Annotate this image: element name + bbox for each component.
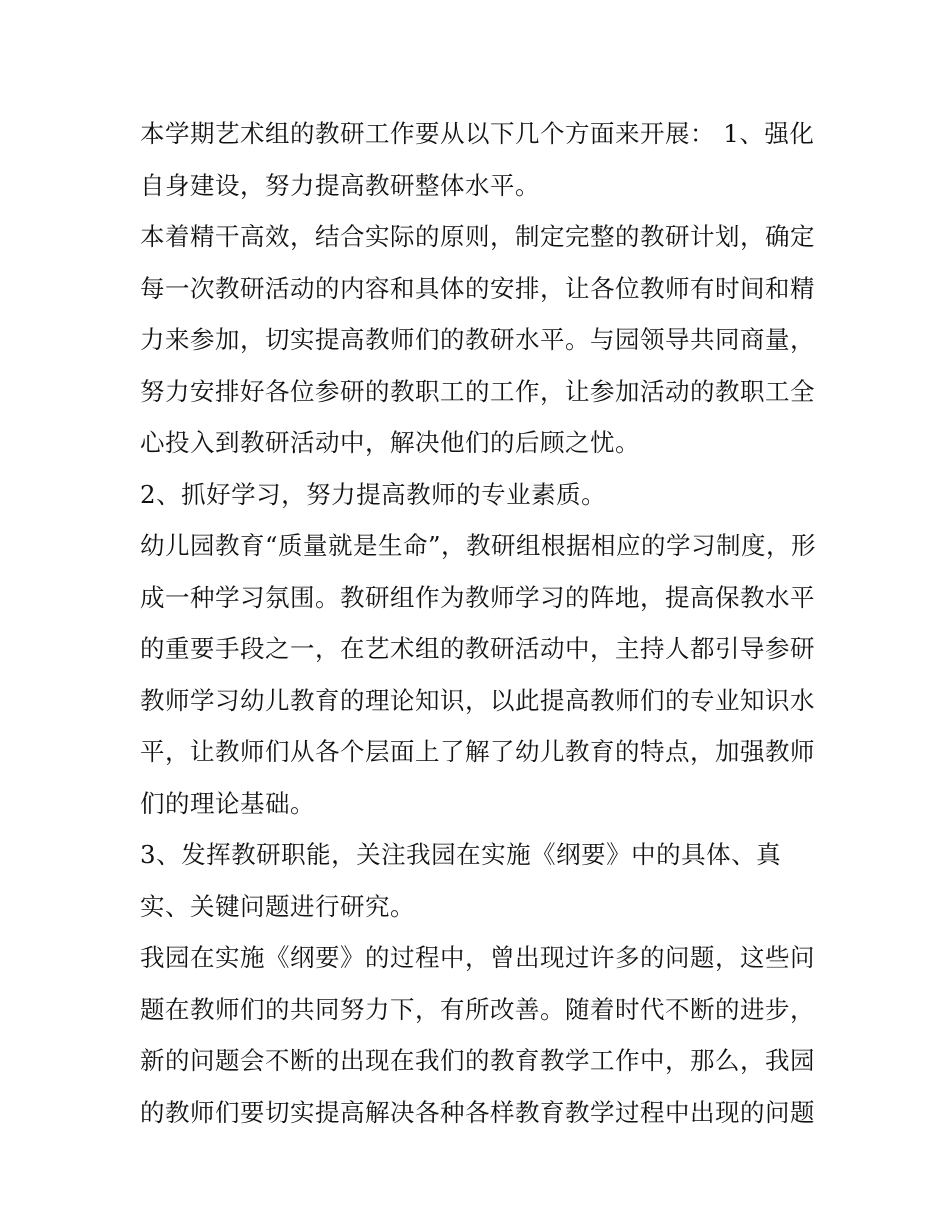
text-line: 成一种学习氛围。教研组作为教师学习的阵地，提高保教水平 — [140, 582, 815, 612]
text-line: 努力安排好各位参研的教职工的工作，让参加活动的教职工全 — [140, 376, 815, 406]
text-line: 我园在实施《纲要》的过程中，曾出现过许多的问题，这些问 — [140, 943, 815, 972]
document-body — [140, 108, 820, 1138]
text-line: 们的理论基础。 — [140, 788, 315, 818]
text-line: 教师学习幼儿教育的理论知识，以此提高教师们的专业知识水 — [140, 685, 815, 715]
text-line: 力来参加，切实提高教师们的教研水平。与园领导共同商量， — [140, 325, 815, 354]
text-line: 新的问题会不断的出现在我们的教育教学工作中，那么，我园 — [140, 1046, 815, 1075]
text-line: 幼儿园教育“质量就是生命”，教研组根据相应的学习制度，形 — [140, 531, 817, 560]
text-line: 2、抓好学习，努力提高教师的专业素质。 — [140, 479, 607, 509]
text-line: 本学期艺术组的教研工作要从以下几个方面来开展： 1、强化 — [140, 119, 815, 148]
text-line: 每一次教研活动的内容和具体的安排，让各位教师有时间和精 — [140, 273, 815, 303]
text-line: 平，让教师们从各个层面上了解了幼儿教育的特点，加强教师 — [140, 737, 815, 766]
text-line: 的教师们要切实提高解决各种各样教育教学过程中出现的问题 — [140, 1097, 815, 1127]
text-line: 的重要手段之一，在艺术组的教研活动中，主持人都引导参研 — [140, 634, 815, 663]
text-line: 3、发挥教研职能，关注我园在实施《纲要》中的具体、真 — [140, 840, 782, 869]
text-line: 自身建设，努力提高教研整体水平。 — [140, 170, 540, 200]
text-line: 心投入到教研活动中，解决他们的后顾之忧。 — [140, 428, 640, 457]
text-line: 本着精干高效，结合实际的原则，制定完整的教研计划，确定 — [140, 222, 815, 251]
text-line: 实、关键问题进行研究。 — [140, 891, 415, 921]
text-line: 题在教师们的共同努力下，有所改善。随着时代不断的进步， — [140, 994, 815, 1024]
